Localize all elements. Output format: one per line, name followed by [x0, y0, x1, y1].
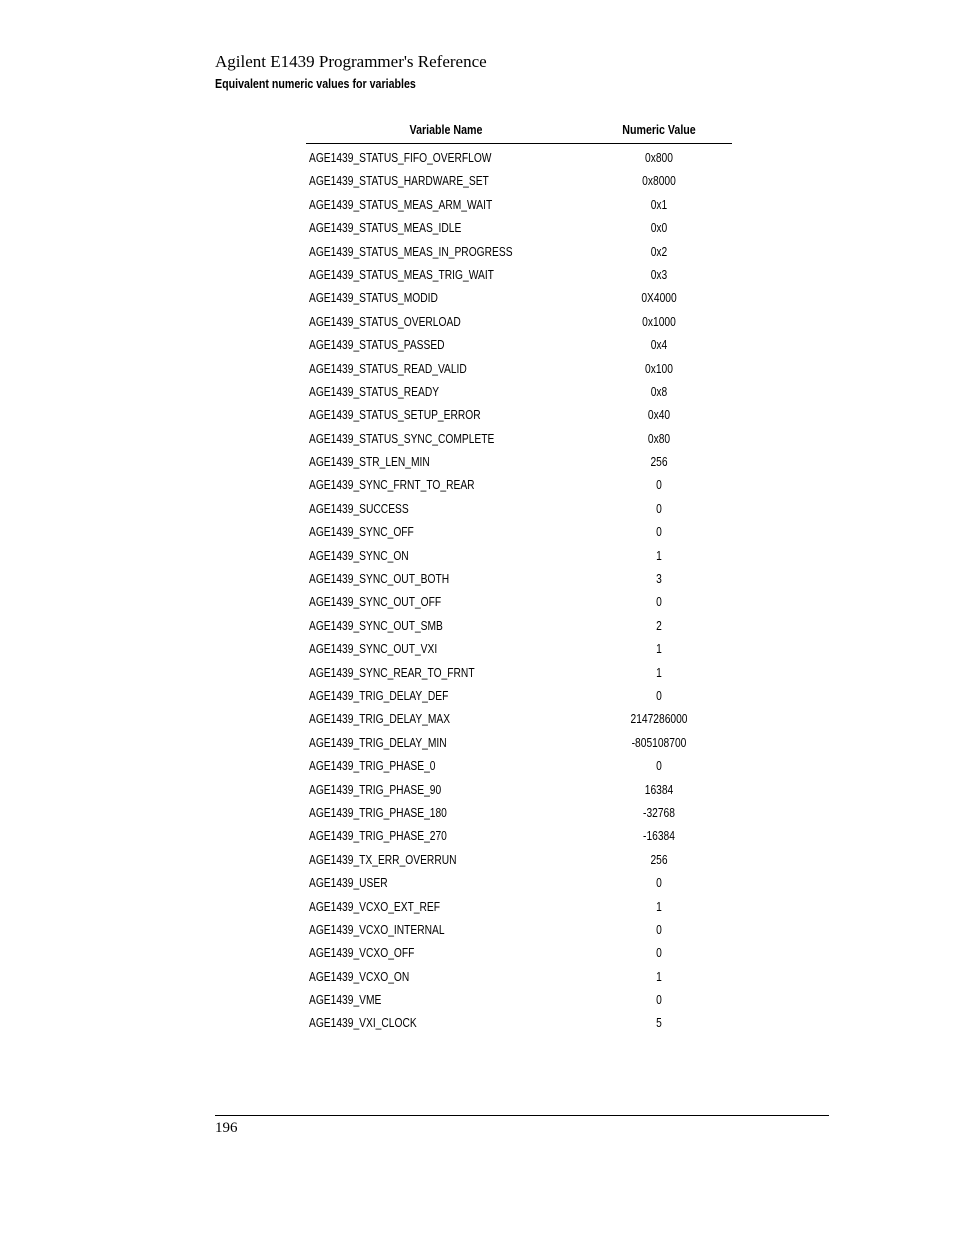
table-row — [306, 310, 732, 333]
numeric-value-cell: 0 — [656, 501, 662, 516]
table-row — [306, 988, 732, 1011]
variable-name-cell: AGE1439_STATUS_MODID — [309, 291, 438, 306]
table-row — [306, 286, 732, 309]
table-row — [306, 193, 732, 216]
table-row — [306, 754, 732, 777]
numeric-value-cell: 0x3 — [650, 267, 668, 282]
table-row — [306, 637, 732, 660]
table-row — [306, 146, 732, 169]
table-row — [306, 848, 732, 871]
numeric-value-cell: 0 — [656, 478, 662, 493]
variable-name-cell: AGE1439_STATUS_FIFO_OVERFLOW — [309, 151, 492, 165]
table-row — [306, 427, 732, 450]
numeric-value-cell: 3 — [656, 572, 662, 587]
table-row — [306, 567, 732, 590]
table-row — [306, 520, 732, 543]
numeric-value-cell: 0x100 — [645, 361, 673, 376]
footer-divider — [215, 1115, 829, 1116]
numeric-value-cell: 0x1000 — [642, 314, 676, 329]
table-row — [306, 473, 732, 496]
numeric-value-cell: 1 — [656, 969, 662, 984]
variable-name-cell: AGE1439_VCXO_ON — [309, 969, 410, 984]
variable-name-cell: AGE1439_SUCCESS — [309, 501, 409, 516]
variable-name-cell: AGE1439_STR_LEN_MIN — [309, 455, 430, 470]
table-row — [306, 216, 732, 239]
variable-name-cell: AGE1439_VXI_CLOCK — [309, 1016, 417, 1031]
numeric-value-cell: 0x1 — [650, 197, 668, 212]
variable-name-cell: AGE1439_STATUS_OVERLOAD — [309, 314, 461, 329]
numeric-value-cell: 1 — [656, 899, 662, 914]
table-row — [306, 684, 732, 707]
numeric-value-cell: 0 — [656, 946, 662, 961]
numeric-value-cell: 0x4 — [650, 338, 668, 353]
numeric-value-cell: 0 — [656, 759, 662, 774]
numeric-value-cell: 2147286000 — [630, 712, 688, 727]
numeric-value-cell: 2 — [656, 618, 662, 633]
table-row — [306, 590, 732, 613]
table-row — [306, 169, 732, 192]
numeric-value-cell: 1 — [656, 548, 662, 563]
numeric-value-cell: 5 — [656, 1016, 662, 1031]
variables-table — [306, 119, 732, 1035]
variable-name-cell: AGE1439_STATUS_MEAS_TRIG_WAIT — [309, 267, 494, 282]
table-body — [306, 144, 732, 1035]
numeric-value-cell: 256 — [650, 455, 668, 470]
table-row — [306, 824, 732, 847]
variable-name-cell: AGE1439_STATUS_HARDWARE_SET — [309, 174, 489, 189]
numeric-value-cell: -16384 — [643, 829, 675, 844]
numeric-value-cell: 0 — [656, 595, 662, 610]
numeric-value-cell: -32768 — [643, 805, 675, 820]
variable-name-cell: AGE1439_SYNC_REAR_TO_FRNT — [309, 665, 475, 680]
table-row — [306, 497, 732, 520]
variable-name-cell: AGE1439_TRIG_PHASE_180 — [309, 805, 447, 820]
numeric-value-cell: 0x40 — [647, 408, 671, 423]
table-row — [306, 333, 732, 356]
numeric-value-cell: 1 — [656, 642, 662, 657]
table-row — [306, 918, 732, 941]
variable-name-cell: AGE1439_TRIG_PHASE_0 — [309, 759, 436, 774]
numeric-value-cell: 0 — [656, 993, 662, 1008]
table-row — [306, 871, 732, 894]
table-row — [306, 801, 732, 824]
numeric-value-cell: 0 — [656, 922, 662, 937]
numeric-value-cell: 0X4000 — [641, 291, 677, 306]
numeric-value-cell: 0x0 — [650, 221, 668, 236]
document-title: Agilent E1439 Programmer's Reference — [215, 52, 487, 71]
table-row — [306, 661, 732, 684]
table-row — [306, 380, 732, 403]
variable-name-cell: AGE1439_VCXO_OFF — [309, 946, 415, 961]
variable-name-cell: AGE1439_SYNC_OUT_BOTH — [309, 572, 450, 587]
variable-name-cell: AGE1439_STATUS_MEAS_IDLE — [309, 221, 462, 236]
table-row — [306, 357, 732, 380]
table-row — [306, 941, 732, 964]
table-row — [306, 450, 732, 473]
variable-name-cell: AGE1439_SYNC_OUT_OFF — [309, 595, 442, 610]
variable-name-cell: AGE1439_TX_ERR_OVERRUN — [309, 852, 457, 867]
variable-name-cell: AGE1439_STATUS_MEAS_ARM_WAIT — [309, 197, 493, 212]
variable-name-cell: AGE1439_VCXO_INTERNAL — [309, 922, 445, 937]
table-header — [306, 119, 732, 144]
numeric-value-cell: 0x800 — [645, 151, 673, 165]
table-row — [306, 403, 732, 426]
numeric-value-cell: 1 — [656, 665, 662, 680]
numeric-value-cell: 0x2 — [650, 244, 668, 259]
variable-name-cell: AGE1439_TRIG_DELAY_MIN — [309, 735, 447, 750]
variable-name-cell: AGE1439_SYNC_FRNT_TO_REAR — [309, 478, 475, 493]
numeric-value-cell: -805108700 — [631, 735, 687, 750]
table-row — [306, 778, 732, 801]
numeric-value-cell: 0 — [656, 688, 662, 703]
numeric-value-cell: 256 — [650, 852, 668, 867]
table-row — [306, 965, 732, 988]
column-header-variable-name: Variable Name — [409, 122, 483, 137]
variable-name-cell: AGE1439_TRIG_PHASE_90 — [309, 782, 442, 797]
variable-name-cell: AGE1439_STATUS_READY — [309, 384, 440, 399]
table-row — [306, 707, 732, 730]
variable-name-cell: AGE1439_TRIG_PHASE_270 — [309, 829, 447, 844]
numeric-value-cell: 16384 — [644, 782, 674, 797]
table-row — [306, 731, 732, 754]
numeric-value-cell: 0x8000 — [642, 174, 676, 189]
variable-name-cell: AGE1439_TRIG_DELAY_MAX — [309, 712, 451, 727]
variable-name-cell: AGE1439_VCXO_EXT_REF — [309, 899, 441, 914]
table-row — [306, 263, 732, 286]
variable-name-cell: AGE1439_STATUS_READ_VALID — [309, 361, 467, 376]
numeric-value-cell: 0x80 — [647, 431, 671, 446]
table-row — [306, 240, 732, 263]
variable-name-cell: AGE1439_STATUS_SYNC_COMPLETE — [309, 431, 495, 446]
table-row — [306, 614, 732, 637]
table-row — [306, 1011, 732, 1034]
numeric-value-cell: 0x8 — [650, 384, 668, 399]
table-row — [306, 895, 732, 918]
table-row — [306, 544, 732, 567]
variable-name-cell: AGE1439_STATUS_SETUP_ERROR — [309, 408, 481, 423]
variable-name-cell: AGE1439_SYNC_ON — [309, 548, 409, 563]
column-header-numeric-value: Numeric Value — [622, 122, 696, 137]
variable-name-cell: AGE1439_SYNC_OFF — [309, 525, 414, 540]
variable-name-cell: AGE1439_SYNC_OUT_VXI — [309, 642, 438, 657]
numeric-value-cell: 0 — [656, 876, 662, 891]
section-heading: Equivalent numeric values for variables — [215, 76, 416, 91]
variable-name-cell: AGE1439_VME — [309, 993, 382, 1008]
variable-name-cell: AGE1439_SYNC_OUT_SMB — [309, 618, 443, 633]
variable-name-cell: AGE1439_STATUS_PASSED — [309, 338, 445, 353]
numeric-value-cell: 0 — [656, 525, 662, 540]
page-number: 196 — [215, 1120, 238, 1136]
variable-name-cell: AGE1439_STATUS_MEAS_IN_PROGRESS — [309, 244, 513, 259]
variable-name-cell: AGE1439_TRIG_DELAY_DEF — [309, 688, 449, 703]
variable-name-cell: AGE1439_USER — [309, 876, 388, 891]
